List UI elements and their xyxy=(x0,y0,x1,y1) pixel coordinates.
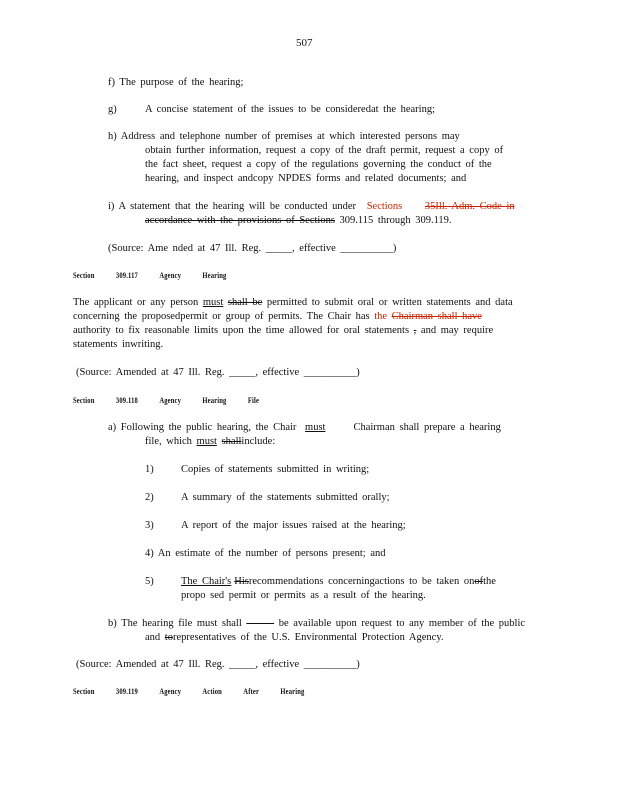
list-item-3-label: 3) xyxy=(145,520,154,531)
deleted-provisions: accordance with the provisions of Sections xyxy=(145,215,335,226)
item-a-line-2 xyxy=(145,435,275,448)
para-309-117-line-2 xyxy=(73,310,482,323)
text: authority to fix reasonable limits upon the time allowed for oral statements xyxy=(73,325,410,336)
source-note-309-118: (Source: Amended at 47 Ill. Reg. _____, effective __________) xyxy=(76,659,360,670)
section-heading-309-119 xyxy=(73,687,326,696)
source-note-309-116: (Source: Ame nded at 47 Ill. Reg. _____, effective __________) xyxy=(108,243,397,254)
list-item-4: 4) An estimate of the number of persons present; and xyxy=(145,548,386,559)
item-h-line-1: h) Address and telephone number of premises at which interested persons may xyxy=(108,131,460,142)
text: and xyxy=(145,632,161,643)
section-title-word: Agency xyxy=(159,396,182,405)
list-item-2-label: 2) xyxy=(145,492,154,503)
list-item-1-label: 1) xyxy=(145,464,154,475)
text: include: xyxy=(241,436,276,447)
item-i-line-2 xyxy=(145,214,452,227)
para-309-117-line-1 xyxy=(73,296,513,309)
text: be available upon request to any member of the public xyxy=(278,618,526,629)
list-item-3-text: A report of the major issues raised at the hearing; xyxy=(181,520,406,531)
list-item-5-line-2: propo sed permit or permits as a result of the hearing. xyxy=(181,590,426,601)
text: Chairman shall prepare a hearing xyxy=(353,422,501,433)
deleted-of: of xyxy=(474,576,484,587)
text: a) Following the public hearing, the Chair xyxy=(108,422,297,433)
section-title-word: Agency xyxy=(159,687,182,696)
item-i-line-1 xyxy=(108,200,515,213)
deleted-his: His xyxy=(234,576,249,587)
deleted-shall-be: shall be xyxy=(227,297,263,308)
text: the xyxy=(483,576,496,587)
section-label: Section xyxy=(73,687,95,696)
section-heading-309-117 xyxy=(73,271,248,280)
source-note-309-117: (Source: Amended at 47 Ill. Reg. _____, effective __________) xyxy=(76,367,360,378)
section-label: Section xyxy=(73,271,95,280)
item-g-text: A concise statement of the issues to be consideredat the hearing; xyxy=(145,104,436,115)
section-title-word: Hearing xyxy=(280,687,305,696)
item-g-label: g) xyxy=(108,104,117,115)
inserted-sections: Sections xyxy=(366,201,403,212)
list-item-5-label: 5) xyxy=(145,576,154,587)
text: representatives of the U.S. Environmental Protection Agency. xyxy=(172,632,444,643)
section-number: 309.118 xyxy=(115,396,138,405)
section-title-word: Hearing xyxy=(202,271,227,280)
item-h-line-3: the fact sheet, request a copy of the regulations governing the conduct of the xyxy=(145,159,492,170)
item-i-text: i) A statement that the hearing will be conducted under xyxy=(108,201,357,212)
section-number: 309.117 xyxy=(115,271,138,280)
inserted-must: must xyxy=(305,422,326,433)
item-f: f) The purpose of the hearing; xyxy=(108,77,244,88)
deleted-blank xyxy=(246,618,274,629)
text: and may require xyxy=(420,325,494,336)
text: permitted to submit oral or written statements and data xyxy=(266,297,513,308)
item-a-line-1 xyxy=(108,421,501,434)
section-heading-309-118 xyxy=(73,396,280,405)
inserted-must: must xyxy=(196,436,217,447)
text: The applicant or any person xyxy=(73,297,199,308)
list-item-1-text: Copies of statements submitted in writing; xyxy=(181,464,370,475)
deleted-chairman: Chairman shall have xyxy=(391,311,482,322)
list-item-2-text: A summary of the statements submitted orally; xyxy=(181,492,390,503)
para-309-117-line-3 xyxy=(73,324,493,337)
para-309-117-line-4: statements inwriting. xyxy=(73,339,164,350)
text: file, which xyxy=(145,436,192,447)
page-number: 507 xyxy=(296,37,313,49)
section-title-word: Action xyxy=(202,687,222,696)
section-title-word: Hearing xyxy=(202,396,227,405)
section-number: 309.119 xyxy=(115,687,138,696)
item-h-line-2: obtain further information, request a copy of the draft permit, request a copy of xyxy=(145,145,504,156)
list-item-5-line-1 xyxy=(181,575,496,588)
section-title-word: File xyxy=(247,396,260,405)
section-label: Section xyxy=(73,396,95,405)
deleted-to: to xyxy=(164,632,173,643)
inserted-the-chairs: The Chair's xyxy=(181,576,232,587)
item-b-line-2 xyxy=(145,631,444,644)
text: recommendations concerningactions to be taken on xyxy=(248,576,475,587)
item-i-range: 309.115 through 309.119. xyxy=(334,215,452,226)
section-title-word: After xyxy=(243,687,260,696)
item-b-line-1 xyxy=(108,617,525,630)
inserted-the: the xyxy=(374,311,388,322)
deleted-shall: shall xyxy=(221,436,242,447)
text: b) The hearing file must shall xyxy=(108,618,242,629)
section-title-word: Agency xyxy=(159,271,182,280)
deleted-adm-code: 35Ill. Adm. Code in xyxy=(424,201,515,212)
item-h-line-4: hearing, and inspect andcopy NPDES forms and related documents; and xyxy=(145,173,467,184)
deleted-comma: , xyxy=(413,325,417,336)
text: concerning the proposedpermit or group of permits. The Chair has xyxy=(73,311,370,322)
inserted-must: must xyxy=(202,297,224,308)
